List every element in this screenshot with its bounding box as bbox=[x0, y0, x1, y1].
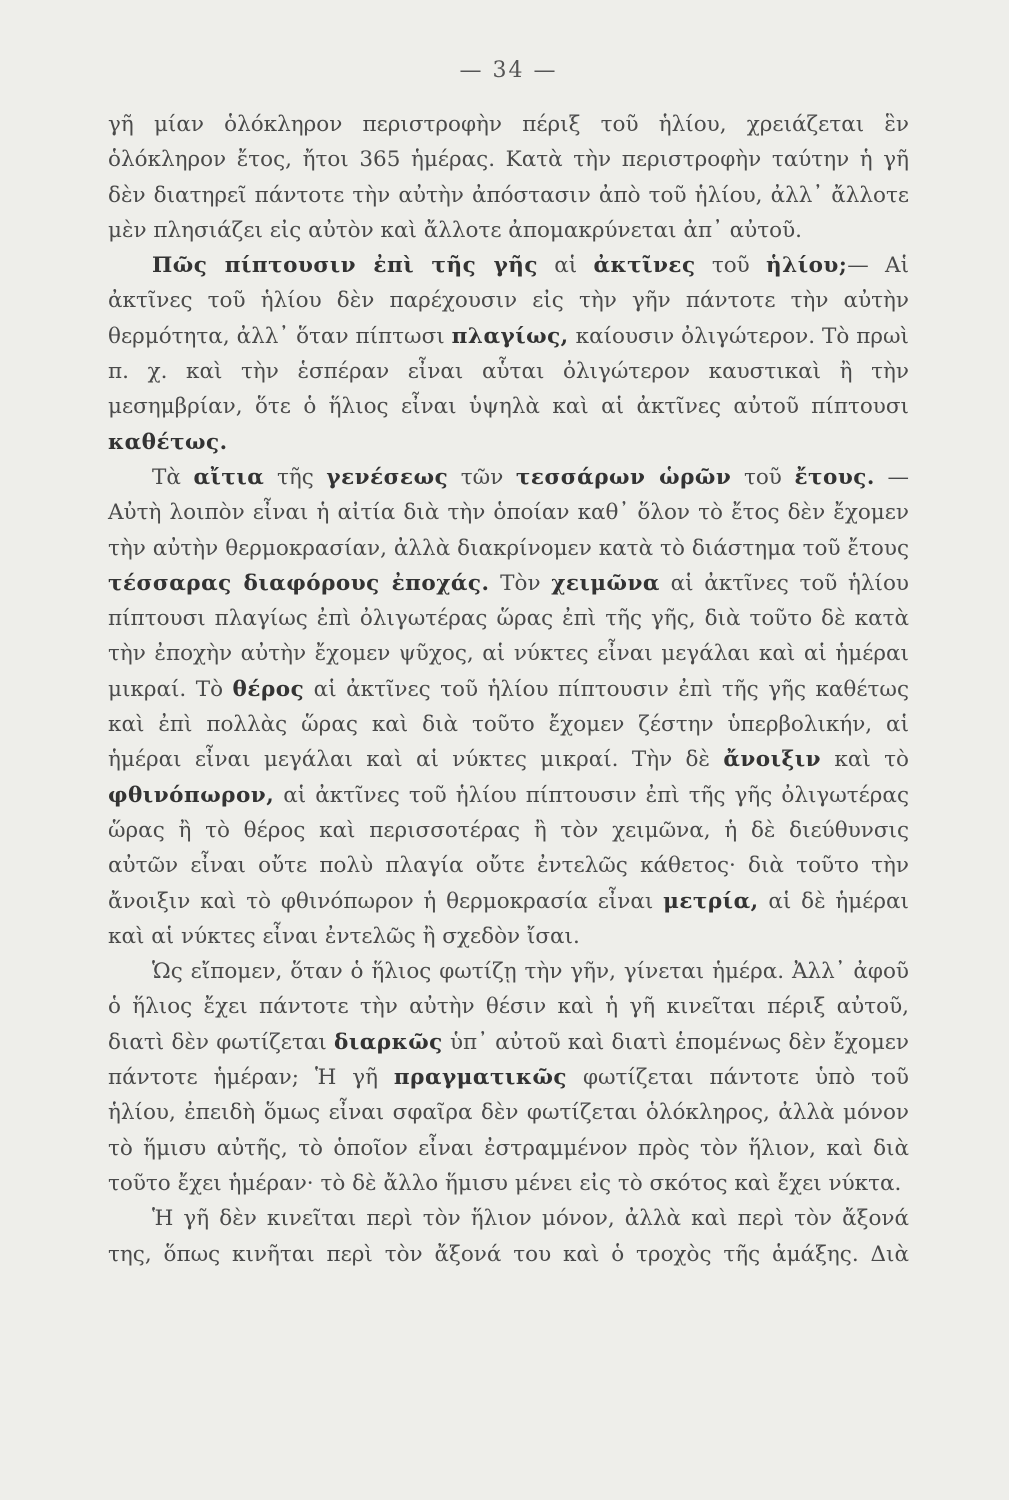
text-segment: Τὰ bbox=[152, 464, 194, 490]
text-segment: αἱ bbox=[538, 253, 594, 279]
text-segment: φωτίζεται πάντοτε ὑπὸ τοῦ ἡλίου, ἐπειδὴ ὅμως εἶναι σφαῖρα δὲν φωτίζεται ὁλόκληρος, ἀλλὰ μόνον τὸ ἥμισυ αὐτῆς, τὸ ὁποῖον εἶναι ἐστραμμένον πρὸς τὸν ἥλιον, καὶ διὰ τοῦτο ἔχει ἡμέραν· τὸ δὲ ἄλλο ἥμισυ μένει εἰς τὸ σκότος καὶ ἔχει νύκτα. bbox=[108, 1065, 909, 1196]
bold-term: ἀκτῖνες bbox=[593, 253, 696, 279]
text-segment: αἱ ἀκτῖνες τοῦ ἡλίου πίπτουσι πλαγίως ἐπὶ ὀλιγωτέρας ὥρας ἐπὶ τῆς γῆς, διὰ τοῦτο δὲ κατὰ τὴν ἐποχὴν αὐτὴν ἔχομεν ψῦχος, αἱ νύκτες εἶναι μεγάλαι καὶ αἱ ἡμέραι μικραί. Τὸ bbox=[108, 570, 909, 702]
bold-term: πραγματικῶς bbox=[393, 1065, 568, 1091]
bold-heading: Πῶς πίπτουσιν ἐπὶ τῆς γῆς bbox=[152, 253, 539, 279]
bold-heading: αἴτια bbox=[193, 464, 265, 490]
bold-term: μετρία, bbox=[663, 888, 759, 914]
text-segment: καίουσιν ὀλιγώτερον. Τὸ πρωὶ π. χ. καὶ τὴν ἑσπέραν εἶναι αὗται ὀλιγώτερον καυστικαὶ ἢ τὴν μεσημβρίαν, ὅτε ὁ ἥλιος εἶναι ὑψηλὰ καὶ αἱ ἀκτῖνες αὐτοῦ πίπτουσι bbox=[108, 323, 909, 420]
bold-term: τέσσαρας διαφόρους ἐποχάς. bbox=[108, 570, 490, 596]
text-segment: αἱ ἀκτῖνες τοῦ ἡλίου πίπτουσιν ἐπὶ τῆς γῆς καθέτως καὶ ἐπὶ πολλὰς ὥρας καὶ διὰ τοῦτο ἔχομεν ζέστην ὑπερβολικήν, αἱ ἡμέραι εἶναι μεγάλαι καὶ αἱ νύκτες μικραί. Τὴν δὲ bbox=[108, 676, 909, 773]
paragraph-1 bbox=[108, 107, 909, 248]
text-segment: τοῦ bbox=[695, 253, 766, 279]
bold-term: διαρκῶς bbox=[334, 1029, 443, 1055]
bold-term: καθέτως. bbox=[108, 429, 228, 455]
paragraph-3 bbox=[108, 460, 909, 954]
bold-term: ἡλίου; bbox=[765, 253, 848, 279]
text-segment: Ἡ γῆ δὲν κινεῖται περὶ τὸν ἥλιον μόνον, ἀλλὰ καὶ περὶ τὸν ἄξονά της, ὅπως κινῆται περὶ τὸν ἄξονά του καὶ ὁ τροχὸς τῆς ἁμάξης. Διὰ bbox=[108, 1206, 909, 1267]
page-number: — 34 — bbox=[459, 58, 558, 83]
bold-term: ἄνοιξιν bbox=[723, 747, 822, 773]
text-segment: τῆς bbox=[264, 464, 327, 490]
bold-term: πλαγίως, bbox=[451, 323, 569, 349]
text-segment: τῶν bbox=[448, 464, 516, 490]
paragraph-2 bbox=[108, 248, 909, 460]
text-segment: τοῦ bbox=[731, 464, 795, 490]
text-segment: γῆ μίαν ὁλόκληρον περιστροφὴν πέριξ τοῦ ἡλίου, χρειάζεται ἓν ὁλόκληρον ἔτος, ἤτοι 365 ἡμέρας. Κατὰ τὴν περιστροφὴν ταύτην ἡ γῆ δὲν διατηρεῖ πάντοτε τὴν αὐτὴν ἀπόστασιν ἀπὸ τοῦ ἡλίου, ἀλλ᾽ ἄλλοτε μὲν πλησιάζει εἰς αὐτὸν καὶ ἄλλοτε ἀπομακρύνεται ἀπ᾽ αὐτοῦ. bbox=[108, 112, 909, 243]
bold-term: θέρος bbox=[232, 676, 305, 702]
text-segment: καὶ τὸ bbox=[821, 747, 909, 773]
bold-term: φθινόπωρον, bbox=[108, 782, 275, 808]
bold-term: χειμῶνα bbox=[551, 570, 660, 596]
bold-heading: γενέσεως bbox=[326, 464, 449, 490]
text-segment: αἱ δὲ ἡμέραι καὶ αἱ νύκτες εἶναι ἐντελῶς ἢ σχεδὸν ἴσαι. bbox=[108, 888, 909, 949]
text-segment: — Αἱ ἀκτῖνες τοῦ ἡλίου δὲν παρέχουσιν εἰς τὴν γῆν πάντοτε τὴν αὐτὴν θερμότητα, ἀλλ᾽ ὅταν πίπτωσι bbox=[108, 253, 909, 349]
paragraph-4 bbox=[108, 954, 909, 1201]
text-segment: Τὸν bbox=[489, 570, 552, 596]
text-segment: Ὡς εἴπομεν, ὅταν ὁ ἥλιος φωτίζῃ τὴν γῆν, γίνεται ἡμέρα. Ἀλλ᾽ ἀφοῦ ὁ ἥλιος ἔχει πάντοτε τὴν αὐτὴν θέσιν καὶ ἡ γῆ κινεῖται πέριξ αὐτοῦ, διατὶ δὲν φωτίζεται bbox=[108, 959, 909, 1055]
paragraph-5 bbox=[108, 1201, 909, 1272]
text-segment: αἱ ἀκτῖνες τοῦ ἡλίου πίπτουσιν ἐπὶ τῆς γῆς ὀλιγωτέρας ὥρας ἢ τὸ θέρος καὶ περισσοτέρας ἢ τὸν χειμῶνα, ἡ δὲ διεύθυνσις αὐτῶν εἶναι οὔτε πολὺ πλαγία οὔτε ἐντελῶς κάθετος· διὰ τοῦτο τὴν ἄνοιξιν καὶ τὸ φθινόπωρον ἡ θερμοκρασία εἶναι bbox=[108, 782, 909, 914]
bold-heading: ἔτους. bbox=[794, 464, 875, 490]
text-segment: ὑπ᾽ αὐτοῦ καὶ διατὶ ἑπομένως δὲν ἔχομεν πάντοτε ἡμέραν; Ἡ γῆ bbox=[108, 1029, 909, 1091]
text-segment: —Αὐτὴ λοιπὸν εἶναι ἡ αἰτία διὰ τὴν ὁποίαν καθ᾽ ὅλον τὸ ἔτος δὲν ἔχομεν τὴν αὐτὴν θερμοκρασίαν, ἀλλὰ διακρίνομεν κατὰ τὸ διάστημα τοῦ ἔτους bbox=[108, 464, 909, 561]
bold-heading: τεσσάρων ὡρῶν bbox=[515, 464, 732, 490]
